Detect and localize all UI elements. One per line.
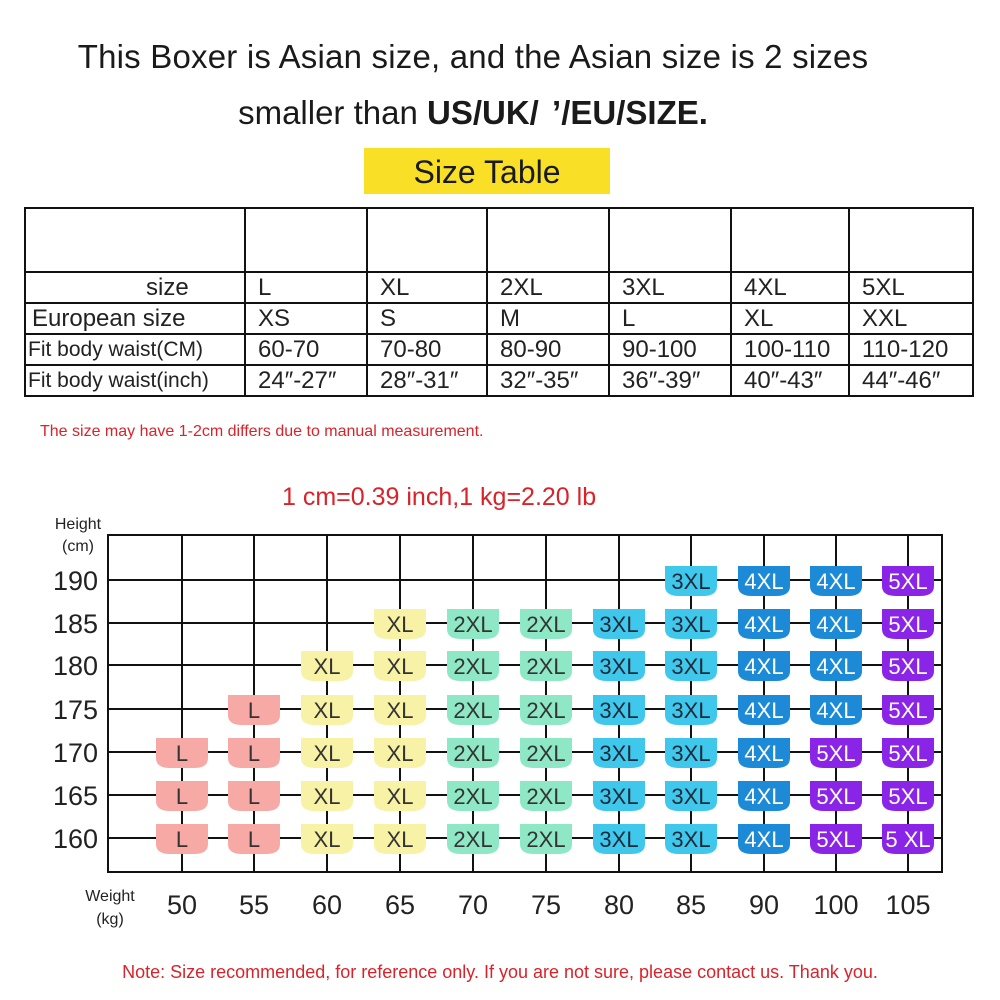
x-tick-label: 55 — [238, 890, 270, 920]
size-badge — [156, 781, 208, 811]
size-badge — [882, 651, 934, 681]
size-table-cell: 3XL — [609, 272, 731, 303]
size-table-cell: 24″-27″ — [245, 365, 367, 396]
size-table-row — [25, 365, 973, 396]
size-table-cell: 70-80 — [367, 334, 487, 365]
size-badge-label: 3XL — [599, 612, 639, 637]
size-badge-label: 3XL — [599, 698, 639, 723]
size-table-cell: XS — [245, 303, 367, 334]
size-badge-label: 3XL — [671, 827, 711, 852]
size-table-cell: 80-90 — [487, 334, 609, 365]
size-badge-label: 2XL — [453, 741, 493, 766]
size-table-cell: 28″-31″ — [367, 365, 487, 396]
size-badge-label: XL — [313, 654, 341, 679]
size-badge-label: 2XL — [453, 698, 493, 723]
y-axis-title: Height — [54, 516, 102, 533]
size-table-cell: XL — [367, 272, 487, 303]
size-table-row — [25, 334, 973, 365]
y-tick-label: 165 — [52, 781, 98, 811]
size-badge — [738, 738, 790, 768]
size-badge — [447, 738, 499, 768]
size-badge-label: 3XL — [599, 827, 639, 852]
size-badge-label: XL — [386, 827, 414, 852]
size-badge — [882, 738, 934, 768]
size-table-cell — [245, 208, 367, 272]
unit-conversion-note: 1 cm=0.39 inch,1 kg=2.20 lb — [282, 483, 597, 511]
x-tick-label: 85 — [675, 890, 707, 920]
size-table-cell: 90-100 — [609, 334, 731, 365]
size-badge-label: 3XL — [671, 654, 711, 679]
size-badge — [447, 781, 499, 811]
y-tick-label: 190 — [52, 566, 98, 596]
size-table-cell — [367, 208, 487, 272]
x-tick-label: 75 — [530, 890, 562, 920]
size-table-row — [25, 208, 973, 272]
size-badge — [374, 609, 426, 639]
size-badge — [593, 738, 645, 768]
size-badge — [593, 824, 645, 854]
size-badge — [882, 566, 934, 596]
size-badge — [156, 738, 208, 768]
size-table-cell: L — [609, 303, 731, 334]
size-badge-label: L — [247, 827, 261, 852]
size-badge-label: 4XL — [816, 654, 856, 679]
x-tick-label: 80 — [603, 890, 635, 920]
size-badge — [810, 781, 862, 811]
size-badge-label: XL — [313, 741, 341, 766]
size-badge — [301, 824, 353, 854]
size-table — [24, 207, 974, 397]
size-table-cell: 32″-35″ — [487, 365, 609, 396]
size-badge — [593, 609, 645, 639]
size-table-cell: L — [245, 272, 367, 303]
size-badge-label: 5XL — [888, 612, 928, 637]
size-badge-label: 2XL — [526, 741, 566, 766]
size-badge-label: 5XL — [888, 698, 928, 723]
size-badge — [301, 781, 353, 811]
x-axis-title-unit: (kg) — [96, 911, 124, 928]
size-badge — [374, 738, 426, 768]
x-tick-label: 105 — [885, 890, 931, 920]
size-badge — [228, 824, 280, 854]
size-badge-label: 3XL — [599, 741, 639, 766]
x-tick-label: 50 — [166, 890, 198, 920]
size-badge-label: 3XL — [671, 612, 711, 637]
size-table-cell — [849, 208, 973, 272]
height-weight-size-chart — [0, 505, 1000, 945]
size-badge — [738, 609, 790, 639]
size-table-cell: 44″-46″ — [849, 365, 973, 396]
size-table-cell: 60-70 — [245, 334, 367, 365]
size-badge-label: 5XL — [888, 784, 928, 809]
size-badge — [593, 781, 645, 811]
size-badge — [520, 781, 572, 811]
size-badge — [738, 566, 790, 596]
size-badge-label: XL — [386, 741, 414, 766]
size-badge — [593, 695, 645, 725]
size-badge — [810, 695, 862, 725]
x-axis-title: Weight — [85, 888, 135, 905]
size-table-cell: M — [487, 303, 609, 334]
size-badge — [738, 695, 790, 725]
size-table-cell: 36″-39″ — [609, 365, 731, 396]
size-badge — [301, 738, 353, 768]
size-table-row-label — [25, 208, 245, 272]
size-badge — [738, 781, 790, 811]
size-table-row — [25, 272, 973, 303]
size-badge — [520, 651, 572, 681]
size-badge-label: 4XL — [744, 698, 784, 723]
size-table-cell: XL — [731, 303, 849, 334]
size-badge — [665, 651, 717, 681]
size-badge-label: 5XL — [888, 654, 928, 679]
size-table-cell: S — [367, 303, 487, 334]
y-tick-label: 175 — [52, 695, 98, 725]
size-badge-label: 5XL — [888, 741, 928, 766]
size-badge-label: 2XL — [453, 827, 493, 852]
size-badge-label: XL — [386, 654, 414, 679]
size-badge — [665, 738, 717, 768]
size-badge-label: 5XL — [888, 569, 928, 594]
size-table-cell: 110-120 — [849, 334, 973, 365]
size-badge-label: 4XL — [744, 654, 784, 679]
y-tick-label: 185 — [52, 609, 98, 639]
size-badge-label: 4XL — [744, 569, 784, 594]
size-badge — [447, 695, 499, 725]
size-badge — [301, 695, 353, 725]
size-table-cell: 100-110 — [731, 334, 849, 365]
y-axis-title-unit: (cm) — [62, 538, 94, 555]
size-badge — [374, 824, 426, 854]
size-table-row-label: size — [25, 272, 245, 303]
size-badge — [301, 651, 353, 681]
size-badge-label: 5XL — [816, 827, 856, 852]
size-badge-label: 4XL — [744, 741, 784, 766]
headline-line1: This Boxer is Asian size, and the Asian size is 2 sizes — [77, 38, 869, 75]
size-badge-label: 2XL — [526, 827, 566, 852]
y-tick-label: 170 — [52, 738, 98, 768]
headline-line2 — [0, 94, 946, 132]
size-badge-label: 5 XL — [885, 827, 931, 852]
size-badge-label: 2XL — [453, 784, 493, 809]
size-badge-label: L — [175, 784, 189, 809]
size-badge — [593, 651, 645, 681]
size-badge-label: L — [175, 741, 189, 766]
size-badge — [810, 651, 862, 681]
size-table-cell: 5XL — [849, 272, 973, 303]
size-badge-label: XL — [313, 827, 341, 852]
size-badge-label: 4XL — [816, 698, 856, 723]
size-badge-label: 2XL — [526, 698, 566, 723]
size-badge-label: L — [247, 741, 261, 766]
size-table-cell: XXL — [849, 303, 973, 334]
size-badge-label: 3XL — [599, 784, 639, 809]
size-badge — [520, 695, 572, 725]
size-badge — [882, 609, 934, 639]
x-tick-label: 65 — [384, 890, 416, 920]
size-badge — [738, 824, 790, 854]
headline-line2-sizes: US/UK/ ’/EU/SIZE. — [427, 94, 708, 131]
size-badge-label: L — [247, 698, 261, 723]
size-badge — [228, 738, 280, 768]
size-table-cell: 2XL — [487, 272, 609, 303]
size-badge — [738, 651, 790, 681]
size-table-row — [25, 303, 973, 334]
size-badge — [228, 695, 280, 725]
size-badge-label: 2XL — [453, 654, 493, 679]
size-badge-label: L — [175, 827, 189, 852]
size-table-row-label: European size — [25, 303, 245, 334]
size-badge — [665, 824, 717, 854]
size-badge-label: 3XL — [599, 654, 639, 679]
size-badge-label: 2XL — [526, 784, 566, 809]
size-table-cell — [731, 208, 849, 272]
headline-line2-prefix: smaller than — [238, 94, 427, 131]
size-table-cell: 40″-43″ — [731, 365, 849, 396]
y-tick-label: 180 — [52, 651, 98, 681]
size-badge — [665, 695, 717, 725]
size-badge — [374, 695, 426, 725]
size-badge — [520, 609, 572, 639]
size-badge — [810, 609, 862, 639]
size-table-row-label: Fit body waist(inch) — [25, 365, 245, 396]
size-badge — [447, 651, 499, 681]
size-table-banner: Size Table — [364, 148, 610, 194]
size-badge — [810, 566, 862, 596]
size-badge-label: 4XL — [744, 612, 784, 637]
size-badge-label: 3XL — [671, 569, 711, 594]
x-tick-label: 90 — [748, 890, 780, 920]
size-badge-label: 2XL — [453, 612, 493, 637]
size-badge-label: 4XL — [744, 827, 784, 852]
x-tick-label: 60 — [311, 890, 343, 920]
size-badge — [882, 824, 934, 854]
size-badge — [447, 609, 499, 639]
size-badge-label: XL — [313, 698, 341, 723]
size-badge — [520, 824, 572, 854]
size-table-row-label: Fit body waist(CM) — [25, 334, 245, 365]
size-badge — [665, 566, 717, 596]
footer-note: Note: Size recommended, for reference only. If you are not sure, please contact us. Thank you. — [122, 962, 878, 982]
y-tick-label: 160 — [52, 824, 98, 854]
size-badge-label: 2XL — [526, 612, 566, 637]
size-badge — [882, 695, 934, 725]
size-badge-label: L — [247, 784, 261, 809]
size-badge — [882, 781, 934, 811]
x-tick-label: 100 — [813, 890, 859, 920]
size-badge-label: XL — [386, 784, 414, 809]
size-badge — [665, 609, 717, 639]
size-badge-label: XL — [386, 612, 414, 637]
size-badge-label: 2XL — [526, 654, 566, 679]
size-badge — [374, 651, 426, 681]
x-tick-label: 70 — [457, 890, 489, 920]
size-badge-label: 4XL — [816, 569, 856, 594]
size-badge-label: 3XL — [671, 698, 711, 723]
size-badge-label: 5XL — [816, 741, 856, 766]
size-table-cell: 4XL — [731, 272, 849, 303]
size-table-cell — [609, 208, 731, 272]
size-badge — [156, 824, 208, 854]
size-badge — [810, 738, 862, 768]
size-badge-label: XL — [386, 698, 414, 723]
size-badge-label: 3XL — [671, 784, 711, 809]
size-badge-label: 4XL — [816, 612, 856, 637]
size-badge — [665, 781, 717, 811]
size-badge — [520, 738, 572, 768]
size-badge — [447, 824, 499, 854]
size-badge-label: 3XL — [671, 741, 711, 766]
size-badge — [228, 781, 280, 811]
size-table-cell — [487, 208, 609, 272]
size-badge — [810, 824, 862, 854]
size-badge-label: 5XL — [816, 784, 856, 809]
size-badge — [374, 781, 426, 811]
size-badge-label: XL — [313, 784, 341, 809]
size-badge-label: 4XL — [744, 784, 784, 809]
measurement-disclaimer: The size may have 1-2cm differs due to manual measurement. — [40, 423, 484, 440]
